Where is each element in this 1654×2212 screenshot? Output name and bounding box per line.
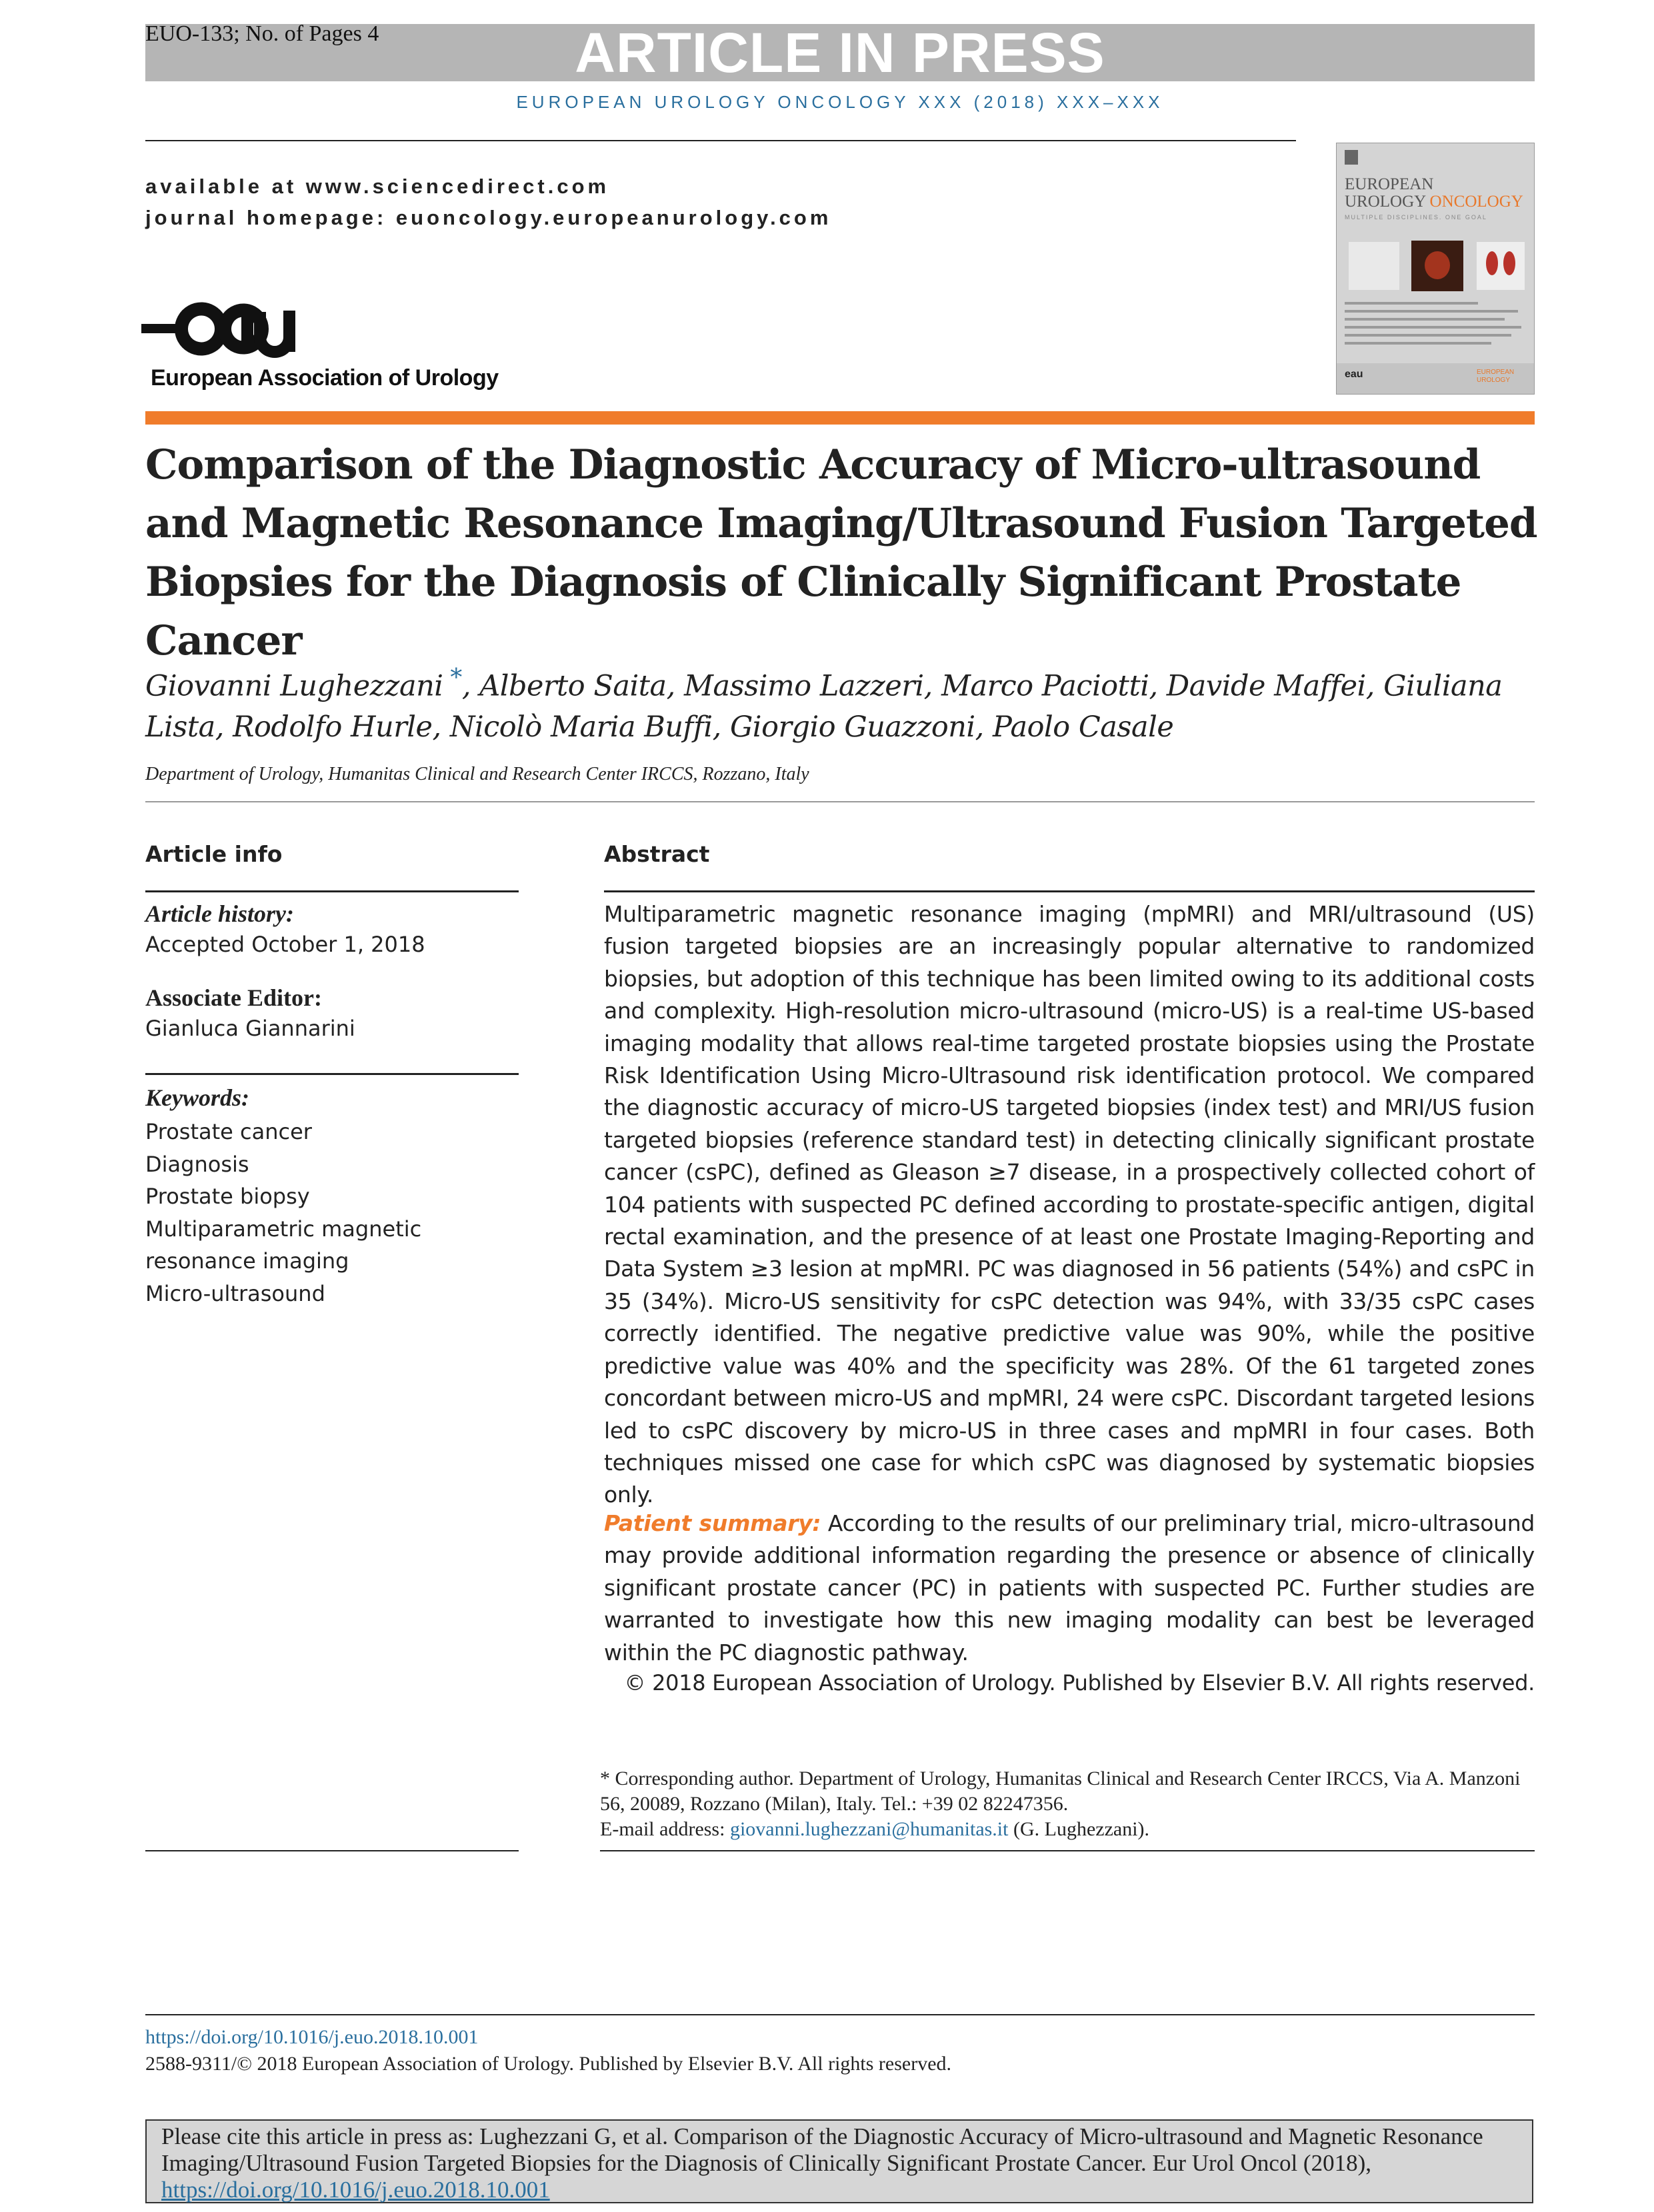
- patient-summary-body: According to the results of our preliminary trial, micro-ultrasound may provide additional information regarding the presence or absence of clinically significant prostate cancer (PC) in patients with suspected PC. Further studies are warranted to investigate how this new imaging modality can best be leveraged within the PC diagnostic pathway.: [604, 1510, 1535, 1665]
- left-column-bottom-rule: [145, 1850, 519, 1851]
- footnote-rule: [600, 1850, 1535, 1851]
- affiliation-divider: [145, 801, 1535, 802]
- keywords-list: [145, 1116, 519, 1310]
- journal-cover-image: [1336, 143, 1535, 395]
- article-info-rule: [145, 890, 519, 892]
- cover-text-line: [1345, 342, 1491, 345]
- corresponding-author-marker[interactable]: *: [443, 664, 462, 691]
- cover-text-line: [1345, 326, 1521, 329]
- journal-line: EUROPEAN UROLOGY ONCOLOGY XXX (2018) XXX–XXX: [516, 92, 1164, 112]
- cover-image-prostate: [1411, 241, 1463, 291]
- corresponding-author-footnote: [600, 1766, 1536, 1842]
- banner-text: ARTICLE IN PRESS: [575, 21, 1105, 84]
- header-divider: [145, 140, 1296, 141]
- abstract-copyright: © 2018 European Association of Urology. Published by Elsevier B.V. All rights reserved.: [624, 1670, 1535, 1695]
- elsevier-tree-icon: [1345, 150, 1358, 165]
- cover-title-line1: EUROPEAN: [1345, 175, 1434, 193]
- keyword-item: Micro-ultrasound: [145, 1280, 325, 1306]
- cover-text-line: [1345, 334, 1511, 337]
- eau-name: European Association of Urology: [151, 365, 499, 391]
- patient-summary-label: Patient summary:: [604, 1510, 821, 1536]
- article-history-value: Accepted October 1, 2018: [145, 932, 425, 957]
- cover-image-scans: [1349, 242, 1399, 290]
- author-list: [145, 657, 1539, 748]
- abstract-body: Multiparametric magnetic resonance imaging (mpMRI) and MRI/ultrasound (US) fusion targeted biopsies are an increasingly popular alternative to randomized biopsies, but adoption of this technique has been limited owing to its additional costs and complexity. High-resolution micro-ultrasound (micro-US) is a real-time US-based imaging modality that allows real-time targeted prostate biopsies using the Prostate Risk Identification Using Micro-Ultrasound risk identification protocol. We compared the diagnostic accuracy of micro-US targeted biopsies (index test) and MRI/US fusion targeted biopsies (reference standard test) in detecting clinically significant prostate cancer (csPC), defined as Gleason ≥7 disease, in a prospectively collected cohort of 104 patients with suspected PC defined according to prostate-specific antigen, digital rectal examination, and the presence of at least one Prostate Imaging-Reporting and Data System ≥3 lesion at mpMRI. PC was diagnosed in 56 patients (54%) and csPC in 35 (34%). Micro-US sensitivity for csPC detection was 94%, with 33/35 csPC cases correctly identified. The negative predictive value was 90%, while the positive predictive value was 40% and the specificity was 28%. Of the 61 targeted zones concordant between micro-US and mpMRI, 24 were csPC. Discordant targeted lesions led to csPC discovery by micro-US in three cases and mpMRI in four cases. Both techniques missed one case for which csPC was diagnosed by systematic biopsies only.: [604, 901, 1535, 1508]
- cover-image-kidneys: [1477, 242, 1525, 290]
- journal-homepage: journal homepage: euoncology.europeanurology.com: [145, 206, 832, 229]
- keyword-item: resonance imaging: [145, 1248, 349, 1274]
- abstract-heading: Abstract: [604, 841, 710, 867]
- associate-editor-label: Associate Editor:: [145, 984, 322, 1011]
- article-history-label: Article history:: [145, 900, 294, 927]
- article-id: EUO-133; No. of Pages 4: [145, 21, 379, 46]
- abstract-rule: [604, 890, 1535, 892]
- associate-editor-value: Gianluca Giannarini: [145, 1016, 355, 1041]
- keyword-item: Prostate cancer: [145, 1119, 312, 1144]
- doi-link[interactable]: https://doi.org/10.1016/j.euo.2018.10.001: [145, 2026, 479, 2048]
- cover-eau-mark: eau: [1345, 369, 1363, 380]
- affiliation: Department of Urology, Humanitas Clinical and Research Center IRCCS, Rozzano, Italy: [145, 764, 809, 784]
- article-info-heading: Article info: [145, 841, 283, 867]
- email-line: E-mail address: giovanni.lughezzani@humanitas.it (G. Lughezzani).: [600, 1818, 1150, 1840]
- article-title: Comparison of the Diagnostic Accuracy of Micro-ultrasound and Magnetic Resonance Imaging/Ultrasound Fusion Targeted Biopsies for the Diagnosis of Clinically Significant Prostate Cancer: [145, 441, 1537, 664]
- citation-doi-link[interactable]: https://doi.org/10.1016/j.euo.2018.10.001: [161, 2177, 550, 2203]
- accent-bar: [145, 411, 1535, 425]
- keywords-label: Keywords:: [145, 1084, 249, 1111]
- corresponding-author-text: * Corresponding author. Department of Urology, Humanitas Clinical and Research Center IRCCS, Via A. Manzoni 56, 20089, Rozzano (Milan), Italy. Tel.: +39 02 82247356.: [600, 1767, 1521, 1815]
- keyword-item: Multiparametric magnetic: [145, 1216, 422, 1242]
- cover-text-line: [1345, 310, 1518, 313]
- cover-text-line: [1345, 302, 1478, 305]
- patient-summary: [604, 1508, 1535, 1669]
- cover-footer-right: EUROPEAN UROLOGY: [1477, 369, 1515, 384]
- keywords-rule: [145, 1073, 519, 1075]
- keyword-item: Prostate biopsy: [145, 1184, 310, 1209]
- citation-box: [145, 2119, 1533, 2203]
- cover-subtitle: MULTIPLE DISCIPLINES. ONE GOAL: [1345, 214, 1487, 221]
- author-email-link[interactable]: giovanni.lughezzani@humanitas.it: [729, 1818, 1009, 1840]
- issn-copyright: 2588-9311/© 2018 European Association of Urology. Published by Elsevier B.V. All rights reserved.: [145, 2053, 952, 2075]
- cover-title-line2: UROLOGY ONCOLOGY: [1345, 193, 1523, 211]
- first-author[interactable]: Giovanni Lughezzani: [145, 669, 443, 703]
- keyword-item: Diagnosis: [145, 1151, 249, 1177]
- available-at: available at www.sciencedirect.com: [145, 175, 610, 198]
- other-authors: , Alberto Saita, Massimo Lazzeri, Marco Paciotti, Davide Maffei, Giuliana Lista, Rodolfo Hurle, Nicolò Maria Buffi, Giorgio Guazzoni, Paolo Casale: [145, 669, 1503, 744]
- citation-text: Please cite this article in press as: Lughezzani G, et al. Comparison of the Diagnostic Accuracy of Micro-ultrasound and Magnetic Resonance Imaging/Ultrasound Fusion Targeted Biopsies for the Diagnosis of Clinically Significant Prostate Cancer. Eur Urol Oncol (2018), https://doi.org/10.1016/j.euo.2018.10.001: [161, 2123, 1483, 2203]
- doi-rule: [145, 2014, 1535, 2015]
- cover-text-line: [1345, 318, 1505, 321]
